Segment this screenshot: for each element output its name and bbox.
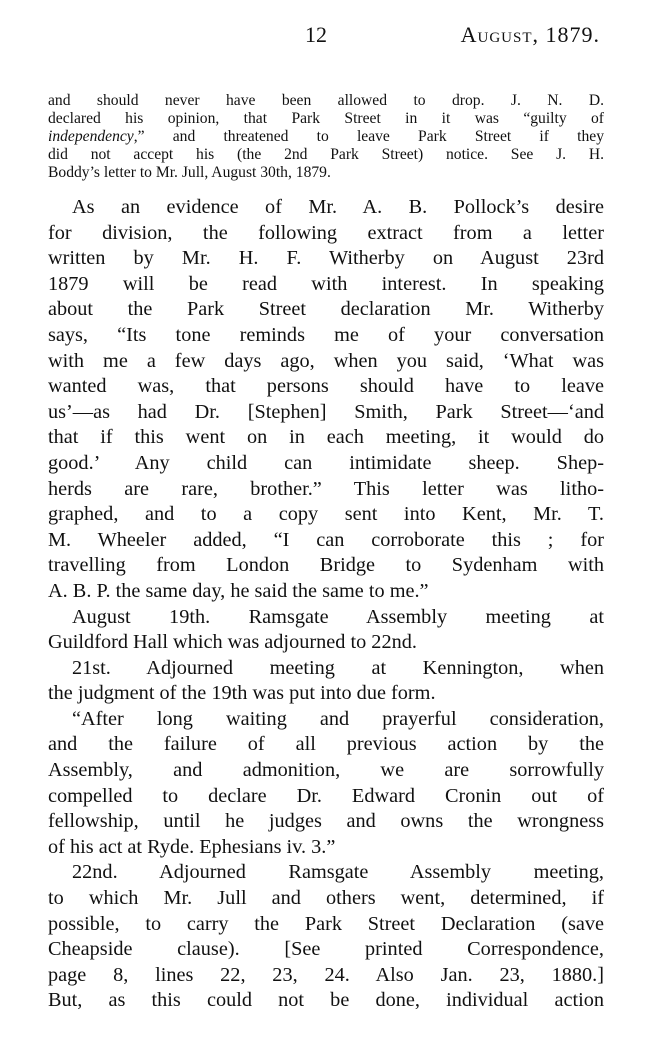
text-line: 1879 will be read with interest. In speaking <box>48 272 604 295</box>
paragraph <box>48 605 604 656</box>
text-line: Cheapside clause). [See printed Correspondence, <box>48 938 604 961</box>
text-line: As an evidence of Mr. A. B. Pollock’s desire <box>72 196 604 218</box>
text-line: Assembly, and admonition, we are sorrowfully <box>48 759 604 782</box>
text-line: to which Mr. Jull and others went, determined, if <box>48 887 604 910</box>
note-paragraph <box>48 92 604 182</box>
text-line: M. Wheeler added, “I can corroborate this ; for <box>48 528 604 551</box>
text-line: August 19th. Ramsgate Assembly meeting at <box>72 605 604 628</box>
text-line: herds are rare, brother.” This letter was litho- <box>48 477 604 500</box>
text-line: graphed, and to a copy sent into Kent, Mr. T. <box>48 503 604 526</box>
text-line: fellowship, until he judges and owns the wrongness <box>48 810 604 833</box>
text-line: and the failure of all previous action by the <box>48 733 604 756</box>
paragraph <box>48 195 604 605</box>
paragraph <box>48 707 604 861</box>
text-line: with me a few days ago, when you said, ‘What was <box>48 349 604 372</box>
text-line: compelled to declare Dr. Edward Cronin out of <box>48 784 604 807</box>
text-line: for division, the following extract from a letter <box>48 221 604 244</box>
text-line: did not accept his (the 2nd Park Street) notice. See J. H. <box>48 146 604 163</box>
running-title: August, 1879. <box>460 22 600 47</box>
text-line: 22nd. Adjourned Ramsgate Assembly meeting, <box>72 861 604 884</box>
page-number: 12 <box>305 22 327 47</box>
text-line: travelling from London Bridge to Sydenham with <box>48 554 604 577</box>
text-line: Guildford Hall which was adjourned to 22nd. <box>48 631 417 654</box>
text-line: the judgment of the 19th was put into due form. <box>48 682 436 705</box>
text-line: wanted was, that persons should have to leave <box>48 375 604 398</box>
text-line: A. B. P. the same day, he said the same to me.” <box>48 579 429 602</box>
italic-word: independency <box>48 128 134 145</box>
paragraph <box>48 860 604 1014</box>
text-line: Boddy’s letter to Mr. Jull, August 30th, 1879. <box>48 164 331 181</box>
text-line: possible, to carry the Park Street Declaration (save <box>48 912 604 935</box>
text-line: of his act at Ryde. Ephesians iv. 3.” <box>48 835 336 858</box>
text-line: us’—as had Dr. [Stephen] Smith, Park Street—‘and <box>48 400 604 423</box>
text-line: about the Park Street declaration Mr. Witherby <box>48 298 604 321</box>
text-line: 21st. Adjourned meeting at Kennington, when <box>72 656 604 679</box>
text-line: good.’ Any child can intimidate sheep. Shep- <box>48 451 604 474</box>
text-line: But, as this could not be done, individual action <box>48 989 604 1012</box>
text-line: says, “Its tone reminds me of your conversation <box>48 323 604 346</box>
text-line: written by Mr. H. F. Witherby on August 23rd <box>48 247 604 270</box>
paragraph <box>48 656 604 707</box>
text-line: “After long waiting and prayerful consideration, <box>72 707 604 730</box>
text-line: that if this went on in each meeting, it would do <box>48 426 604 449</box>
body-text <box>48 195 604 1014</box>
text-line: and should never have been allowed to drop. J. N. D. <box>48 92 604 109</box>
text-line: independency,” and threatened to leave Park Street if they <box>48 128 604 145</box>
text-line: page 8, lines 22, 23, 24. Also Jan. 23, 1880.] <box>48 963 604 986</box>
text-line: declared his opinion, that Park Street in it was “guilty of <box>48 110 604 127</box>
